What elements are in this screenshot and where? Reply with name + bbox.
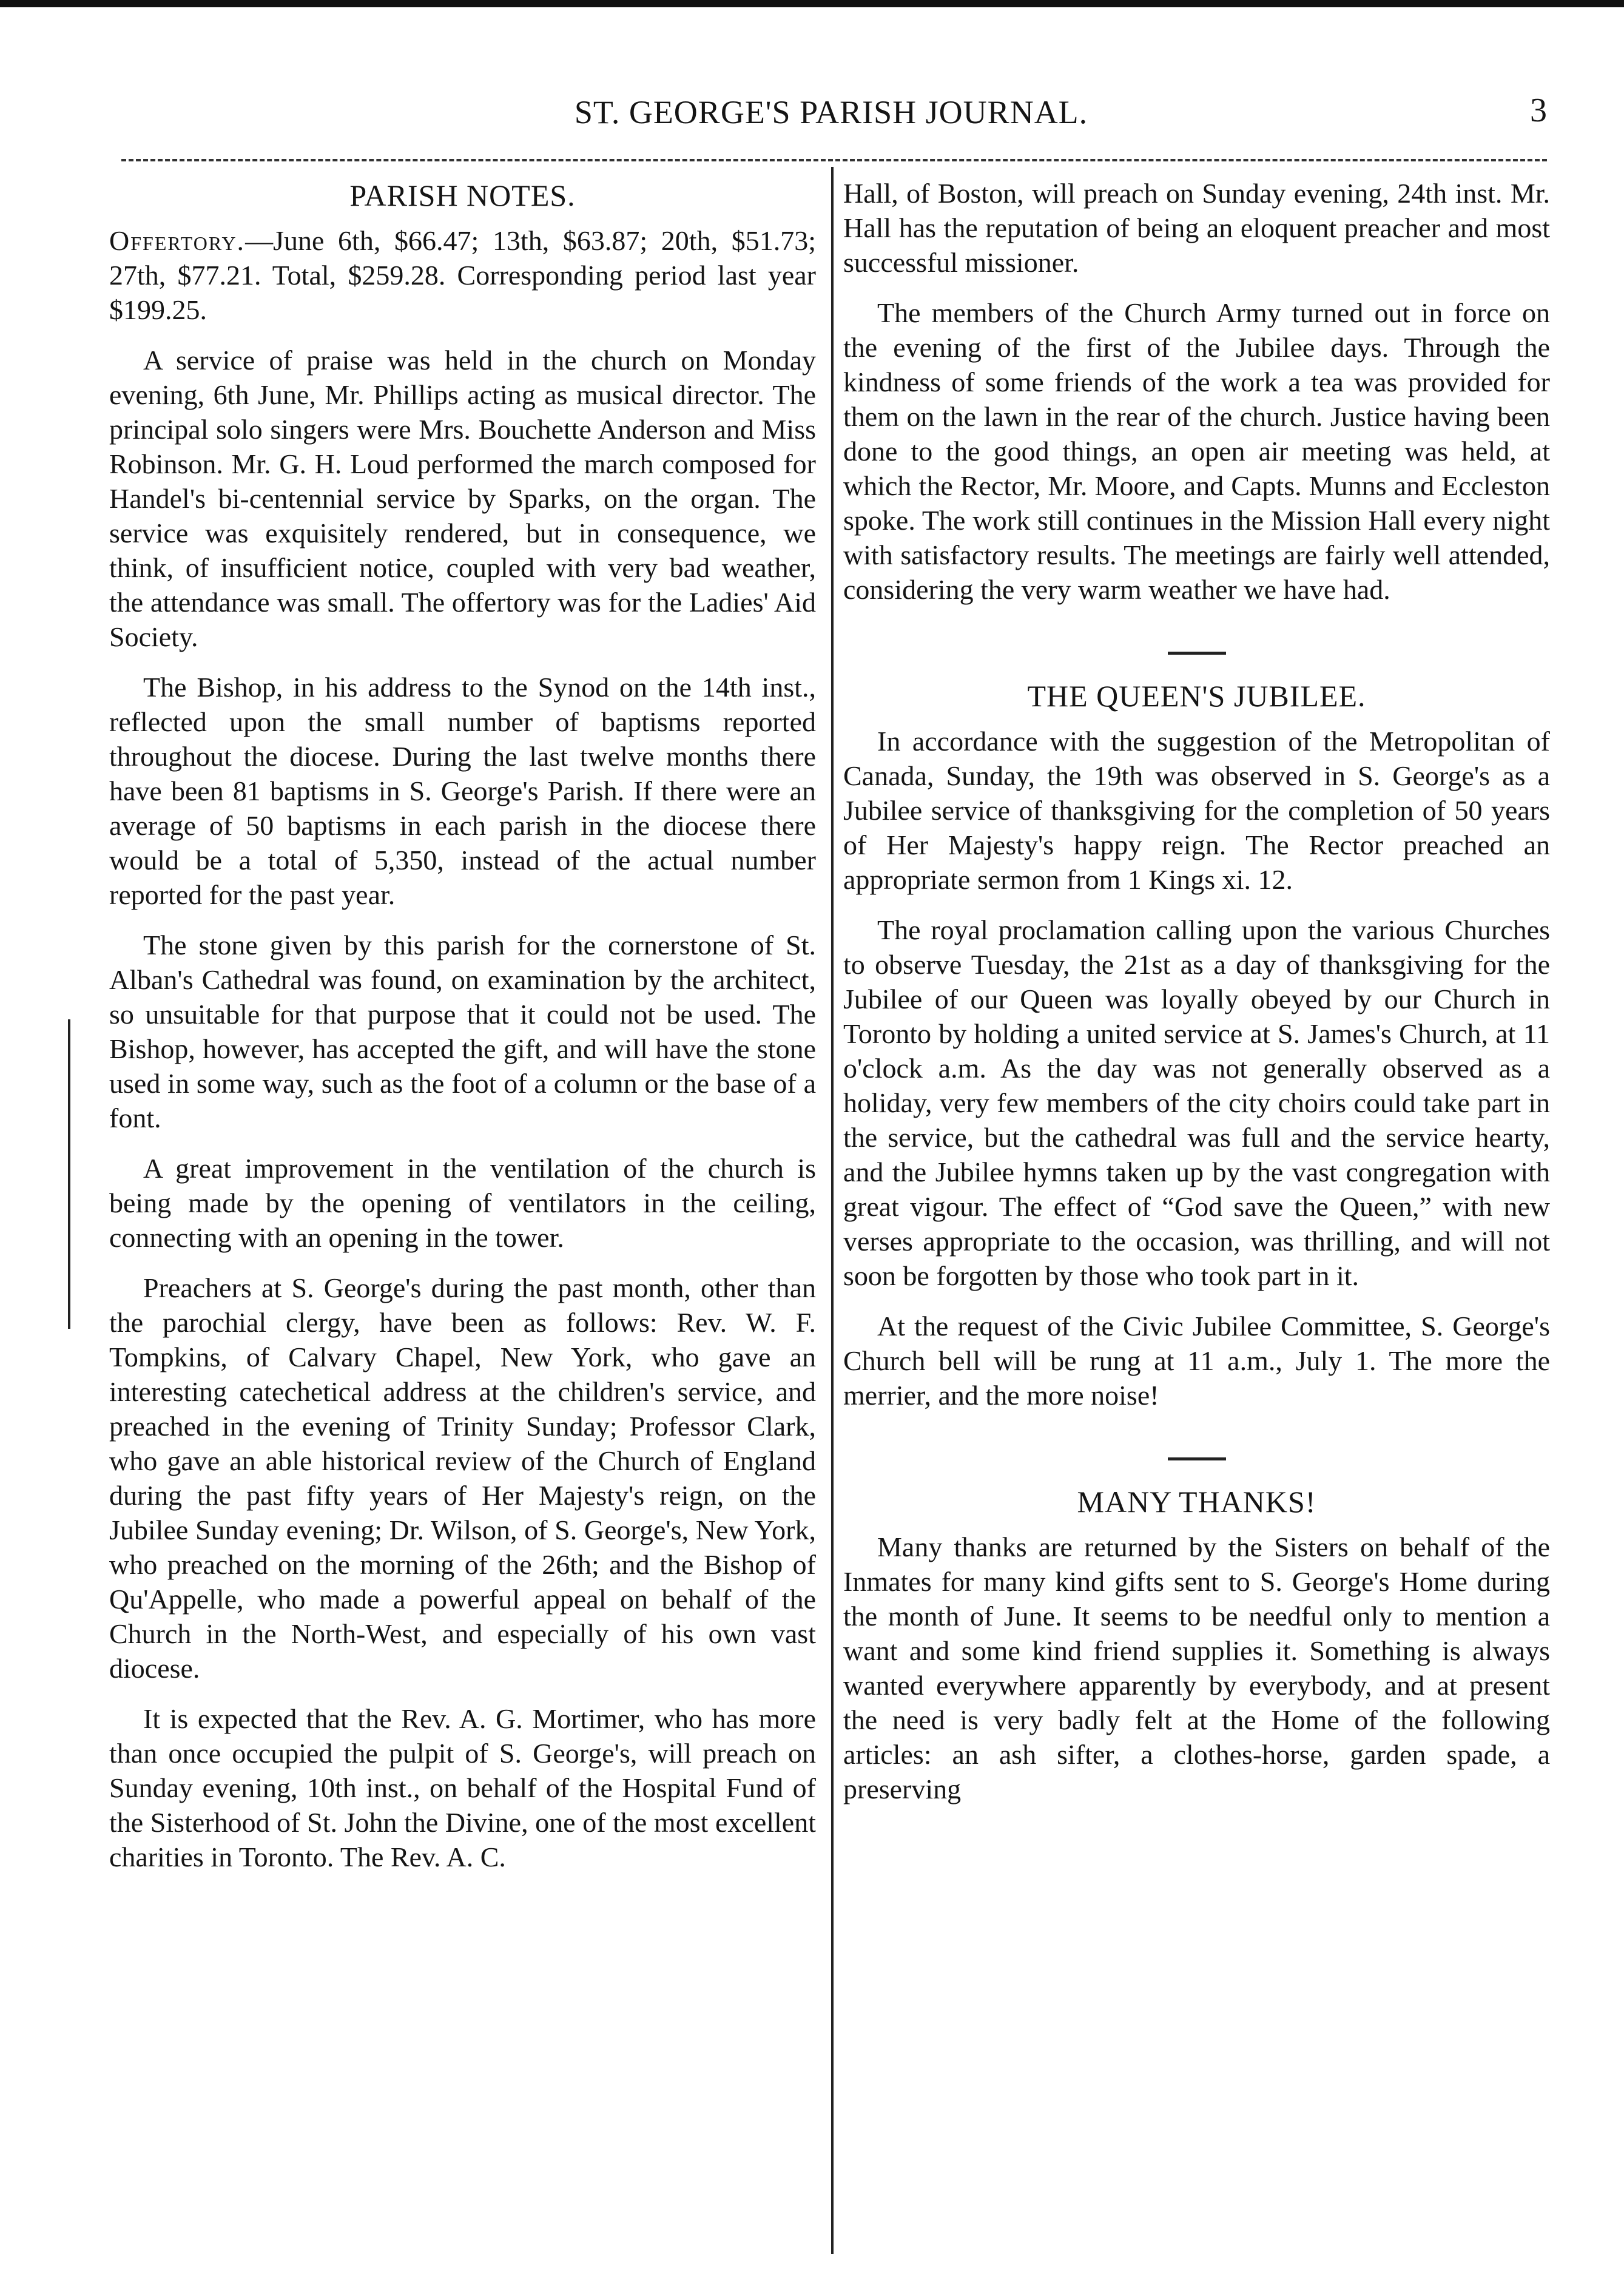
baptisms-paragraph: The Bishop, in his address to the Synod on the 14th inst., reflected upon the small number of baptisms reported throughout the diocese. During the last twelve months there have been 81 baptisms in S. George's Parish. If there were an average of 50 baptisms in each parish in the diocese there would be a total of 5,350, instead of the actual number reported for the past year. (109, 672, 816, 910)
queens-jubilee-heading: THE QUEEN'S JUBILEE. (1027, 679, 1366, 713)
top-border-rule (0, 0, 1624, 7)
hall-continuation-paragraph: Hall, of Boston, will preach on Sunday evening, 24th inst. Mr. Hall has the reputation of being an eloquent preacher and most successful missioner. (843, 178, 1550, 278)
page-number: 3 (1530, 92, 1547, 129)
header-divider-rule (121, 159, 1547, 161)
royal-proclamation-paragraph: The royal proclamation calling upon the various Churches to observe Tuesday, the 21st as a day of thanksgiving for the Jubilee of our Queen was loyally obeyed by our Church in Toronto by holding a united service at S. James's Church, at 11 o'clock a.m. As the day was not generally observed as a holiday, very few members of the city choirs could take part in the service, but the cathedral was full and the service hearty, and the Jubilee hymns taken up by the vast congregation with great vigour. The effect of “God save the Queen,” with new verses appropriate to the occasion, was thrilling, and will not soon be forgotten by those who took part in it. (843, 914, 1550, 1291)
journal-title: ST. GEORGE'S PARISH JOURNAL. (574, 94, 1088, 130)
ventilation-paragraph: A great improvement in the ventilation of the church is being made by the opening of ventilators in the ceiling, connecting with an opening in the tower. (109, 1153, 816, 1253)
offertory-text: —June 6th, $66.47; 13th, $63.87; 20th, $51.73; 27th, $77.21. Total, $259.28. Corresponding period last year $199.25. (109, 225, 816, 325)
offertory-paragraph (109, 223, 816, 327)
preachers-paragraph: Preachers at S. George's during the past month, other than the parochial clergy, have been as follows: Rev. W. F. Tompkins, of Calvary Chapel, New York, who gave an interesting catechetical address at the children's service, and preached in the evening of Trinity Sunday; Professor Clark, who gave an able historical review of the Church of England during the past fifty years of Her Majesty's reign, on the Jubilee Sunday evening; Dr. Wilson, of S. George's, New York, who preached on the morning of the 26th; and the Bishop of Qu'Appelle, who made a powerful appeal on behalf of the Church in the North-West, and especially of his own vast diocese. (109, 1272, 816, 1684)
many-thanks-paragraph: Many thanks are returned by the Sisters on behalf of the Inmates for many kind gifts sent to S. George's Home during the month of June. It seems to be needful only to mention a want and some kind friend supplies it. Something is always wanted everywhere apparently by everybody, and at present the need is very badly felt at the Home of the following articles: an ash sifter, a clothes-horse, garden spade, a preserving (843, 1531, 1550, 1804)
page-header (109, 91, 1553, 146)
service-of-praise-paragraph: A service of praise was held in the church on Monday evening, 6th June, Mr. Phillips acting as musical director. The principal solo singers were Mrs. Bouchette Anderson and Miss Robinson. Mr. G. H. Loud performed the march composed for Handel's bi-centennial service by Sparks, on the organ. The service was exquisitely rendered, but in consequence, we think, of insufficient notice, coupled with very bad weather, the attendance was small. The offertory was for the Ladies' Aid Society. (109, 345, 816, 652)
margin-mark (68, 1019, 70, 1329)
church-bell-paragraph: At the request of the Civic Jubilee Committee, S. George's Church bell will be rung at 11 a.m., July 1. The more the merrier, and the more noise! (843, 1311, 1550, 1411)
right-column (843, 176, 1550, 1822)
left-column (109, 176, 816, 1890)
offertory-label: Offertory. (109, 225, 246, 256)
mortimer-paragraph: It is expected that the Rev. A. G. Mortimer, who has more than once occupied the pulpit of S. George's, will preach on Sunday evening, 10th inst., on behalf of the Hospital Fund of the Sisterhood of St. John the Divine, one of the most excellent charities in Toronto. The Rev. A. C. (109, 1703, 816, 1872)
column-divider-rule (831, 167, 834, 2254)
parish-notes-heading: PARISH NOTES. (349, 178, 576, 212)
church-army-paragraph: The members of the Church Army turned out in force on the evening of the first of the Jubilee days. Through the kindness of some friends of the work a tea was provided for them on the lawn in the rear of the church. Justice having been done to the good things, an open air meeting was held, at which the Rector, Mr. Moore, and Capts. Munns and Eccleston spoke. The work still continues in the Mission Hall every night with satisfactory results. The meetings are fairly well attended, considering the very warm weather we have had. (843, 297, 1550, 605)
jubilee-sunday-paragraph: In accordance with the suggestion of the Metropolitan of Canada, Sunday, the 19th was observed in S. George's as a Jubilee service of thanksgiving for the completion of 50 years of Her Majesty's happy reign. The Rector preached an appropriate sermon from 1 Kings xi. 12. (843, 726, 1550, 895)
many-thanks-heading: MANY THANKS! (1077, 1485, 1316, 1519)
cornerstone-paragraph: The stone given by this parish for the cornerstone of St. Alban's Cathedral was found, on examination by the architect, so unsuitable for that purpose that it could not be used. The Bishop, however, has accepted the gift, and will have the stone used in some way, such as the foot of a column or the base of a font. (109, 930, 816, 1133)
